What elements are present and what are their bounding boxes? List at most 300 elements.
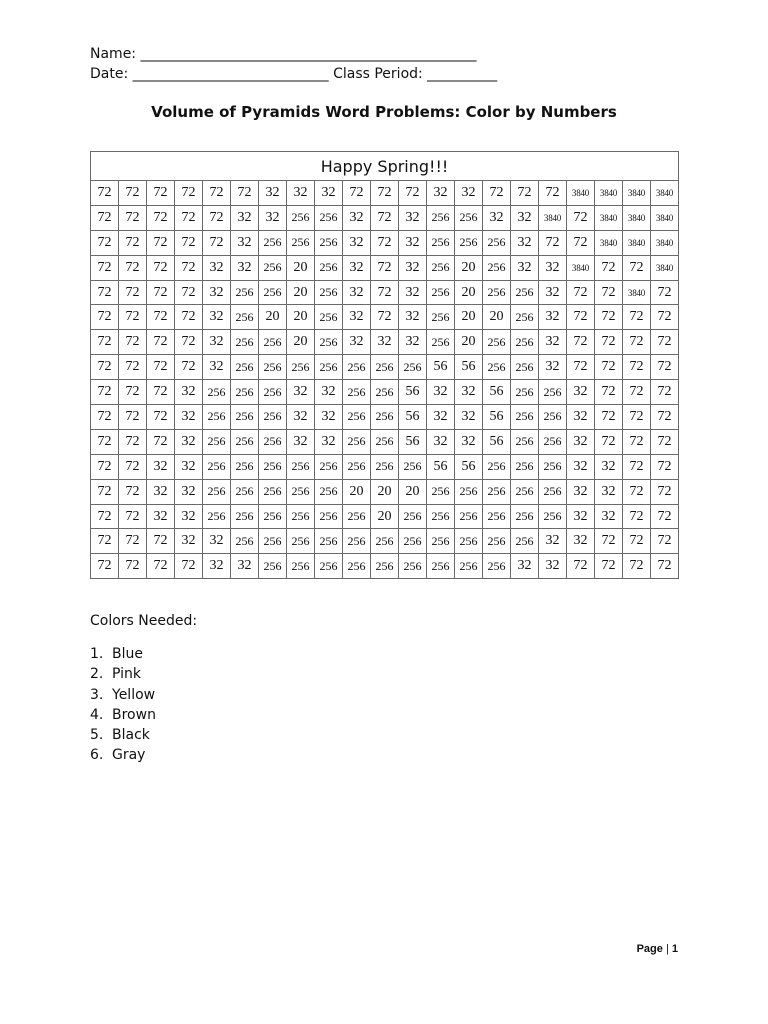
grid-cell: 72 [119,255,147,280]
grid-row [91,330,679,355]
grid-cell: 32 [343,205,371,230]
grid-cell: 72 [91,454,119,479]
grid-cell: 256 [455,529,483,554]
grid-cell: 32 [539,529,567,554]
grid-cell: 32 [315,405,343,430]
grid-cell: 32 [343,330,371,355]
grid-cell: 72 [623,305,651,330]
grid-cell: 3840 [623,205,651,230]
grid-cell: 256 [371,380,399,405]
grid-cell: 256 [427,230,455,255]
grid-cell: 256 [203,405,231,430]
grid-cell: 32 [567,529,595,554]
grid-cell: 256 [399,355,427,380]
grid-cell: 72 [623,479,651,504]
grid-cell: 256 [231,454,259,479]
page-label: Page [636,943,663,955]
grid-cell: 256 [427,529,455,554]
grid-cell: 256 [483,330,511,355]
grid-cell: 256 [203,429,231,454]
grid-cell: 256 [399,529,427,554]
grid-cell: 256 [427,479,455,504]
grid-cell: 256 [231,429,259,454]
grid-cell: 32 [427,405,455,430]
grid-cell: 32 [455,380,483,405]
grid-cell: 256 [539,429,567,454]
grid-cell: 256 [259,380,287,405]
grid-cell: 256 [511,405,539,430]
grid-cell: 56 [399,405,427,430]
grid-cell: 32 [231,255,259,280]
grid-cell: 32 [399,205,427,230]
grid-cell: 256 [231,380,259,405]
grid-cell: 3840 [567,181,595,206]
grid-cell: 72 [651,280,679,305]
grid-cell: 72 [567,280,595,305]
grid-cell: 256 [539,479,567,504]
grid-cell: 72 [623,429,651,454]
grid-cell: 32 [455,429,483,454]
grid-cell: 256 [427,305,455,330]
grid-cell: 72 [623,330,651,355]
grid-cell: 72 [147,205,175,230]
grid-cell: 72 [147,380,175,405]
color-list-item [90,725,156,745]
grid-cell: 256 [315,479,343,504]
grid-cell: 32 [147,454,175,479]
grid-cell: 72 [595,405,623,430]
grid-cell: 32 [259,205,287,230]
grid-cell: 256 [287,479,315,504]
grid-cell: 32 [203,330,231,355]
grid-cell: 256 [483,554,511,579]
grid-cell: 256 [511,529,539,554]
color-by-number-grid [90,151,679,579]
grid-cell: 32 [539,280,567,305]
grid-cell: 32 [315,429,343,454]
grid-cell: 56 [455,355,483,380]
grid-cell: 32 [399,305,427,330]
grid-cell: 72 [595,529,623,554]
grid-cell: 20 [259,305,287,330]
grid-row [91,230,679,255]
grid-cell: 32 [427,429,455,454]
grid-cell: 32 [455,405,483,430]
grid-cell: 32 [343,230,371,255]
grid-cell: 256 [371,405,399,430]
grid-cell: 72 [203,205,231,230]
grid-cell: 72 [399,181,427,206]
page-footer [637,943,678,955]
grid-cell: 32 [203,255,231,280]
grid-cell: 72 [623,380,651,405]
grid-body [91,181,679,579]
grid-cell: 32 [231,205,259,230]
grid-cell: 256 [203,380,231,405]
grid-cell: 32 [511,230,539,255]
grid-cell: 32 [595,504,623,529]
grid-cell: 72 [119,305,147,330]
grid-cell: 256 [259,529,287,554]
grid-cell: 72 [147,355,175,380]
grid-cell: 32 [147,479,175,504]
grid-cell: 256 [455,504,483,529]
grid-cell: 72 [147,255,175,280]
grid-cell: 256 [455,479,483,504]
grid-cell: 72 [175,255,203,280]
grid-cell: 256 [315,205,343,230]
grid-cell: 20 [399,479,427,504]
grid-cell: 72 [175,230,203,255]
grid-cell: 256 [343,504,371,529]
grid-cell: 72 [91,205,119,230]
color-item-label: Pink [112,666,142,683]
grid-cell: 3840 [595,181,623,206]
grid-cell: 20 [371,504,399,529]
grid-cell: 32 [231,554,259,579]
grid-cell: 256 [399,554,427,579]
grid-cell: 32 [175,504,203,529]
grid-cell: 256 [511,380,539,405]
grid-cell: 256 [427,504,455,529]
color-item-number: 1. [90,646,104,662]
grid-cell: 3840 [595,205,623,230]
grid-cell: 256 [427,330,455,355]
grid-cell: 256 [231,330,259,355]
grid-cell: 256 [259,255,287,280]
grid-cell: 256 [483,230,511,255]
grid-cell: 3840 [651,230,679,255]
grid-cell: 72 [119,280,147,305]
color-list-item [90,685,156,705]
color-list-item [90,705,156,725]
grid-cell: 72 [651,429,679,454]
grid-cell: 32 [175,454,203,479]
grid-cell: 72 [119,554,147,579]
grid-cell: 20 [455,330,483,355]
grid-cell: 256 [203,504,231,529]
grid-cell: 32 [539,355,567,380]
grid-cell: 72 [203,181,231,206]
grid-cell: 72 [539,230,567,255]
grid-cell: 256 [231,504,259,529]
grid-cell: 256 [259,280,287,305]
grid-cell: 32 [287,405,315,430]
grid-cell: 20 [483,305,511,330]
grid-cell: 72 [119,355,147,380]
grid-cell: 32 [287,429,315,454]
grid-cell: 72 [119,380,147,405]
grid-cell: 256 [287,454,315,479]
grid-cell: 256 [455,205,483,230]
grid-cell: 20 [455,255,483,280]
grid-cell: 20 [287,280,315,305]
grid-cell: 72 [175,330,203,355]
grid-cell: 256 [343,380,371,405]
grid-cell: 72 [119,529,147,554]
grid-cell: 32 [567,405,595,430]
grid-cell: 32 [567,479,595,504]
grid-cell: 72 [119,454,147,479]
grid-cell: 32 [203,554,231,579]
grid-cell: 256 [455,554,483,579]
grid-caption: Happy Spring!!! [91,152,679,181]
grid-cell: 256 [511,330,539,355]
grid-cell: 72 [371,280,399,305]
grid-cell: 256 [259,429,287,454]
grid-cell: 72 [539,181,567,206]
grid-cell: 32 [539,554,567,579]
grid-cell: 20 [455,280,483,305]
grid-cell: 3840 [595,230,623,255]
grid-cell: 256 [315,305,343,330]
grid-cell: 72 [147,181,175,206]
grid-row [91,504,679,529]
grid-cell: 72 [91,330,119,355]
grid-cell: 256 [511,305,539,330]
grid-cell: 72 [371,181,399,206]
grid-cell: 72 [119,230,147,255]
grid-cell: 256 [511,504,539,529]
color-list-item [90,664,156,684]
grid-cell: 3840 [651,205,679,230]
grid-cell: 32 [567,504,595,529]
grid-cell: 56 [399,380,427,405]
grid-cell: 72 [623,454,651,479]
grid-cell: 32 [567,454,595,479]
grid-cell: 72 [119,405,147,430]
color-item-label: Black [112,727,150,744]
grid-cell: 72 [595,355,623,380]
grid-cell: 72 [91,355,119,380]
grid-cell: 72 [567,230,595,255]
grid-cell: 56 [427,355,455,380]
grid-cell: 256 [231,305,259,330]
grid-cell: 32 [483,205,511,230]
grid-cell: 72 [91,429,119,454]
grid-cell: 256 [343,355,371,380]
grid-cell: 256 [315,554,343,579]
grid-cell: 72 [371,230,399,255]
grid-cell: 256 [259,405,287,430]
grid-cell: 256 [371,529,399,554]
grid-cell: 32 [175,429,203,454]
grid-cell: 32 [539,255,567,280]
grid-row [91,554,679,579]
grid-cell: 256 [483,255,511,280]
grid-cell: 32 [175,479,203,504]
grid-cell: 256 [399,454,427,479]
grid-cell: 56 [483,429,511,454]
grid-cell: 32 [203,355,231,380]
grid-cell: 256 [539,454,567,479]
grid-cell: 72 [623,255,651,280]
colors-list [90,644,156,766]
grid-cell: 72 [623,554,651,579]
grid-cell: 256 [539,405,567,430]
grid-cell: 32 [399,255,427,280]
grid-cell: 72 [119,330,147,355]
grid-cell: 256 [231,280,259,305]
grid-cell: 72 [595,255,623,280]
grid-cell: 72 [175,181,203,206]
color-item-number: 3. [90,686,104,703]
grid-cell: 20 [287,255,315,280]
grid-cell: 256 [315,280,343,305]
grid-cell: 72 [147,429,175,454]
grid-cell: 72 [91,479,119,504]
grid-cell: 256 [371,429,399,454]
grid-cell: 72 [623,504,651,529]
grid-cell: 256 [511,454,539,479]
grid-cell: 256 [315,330,343,355]
grid-cell: 72 [651,479,679,504]
grid-cell: 72 [651,529,679,554]
grid-cell: 256 [259,355,287,380]
grid-cell: 3840 [623,230,651,255]
name-field-line: Name: ________________________________________________ [90,46,477,62]
grid-row [91,454,679,479]
grid-cell: 72 [91,280,119,305]
grid-cell: 32 [259,181,287,206]
grid-cell: 72 [623,405,651,430]
grid-row [91,429,679,454]
grid-cell: 32 [371,330,399,355]
grid-cell: 256 [483,454,511,479]
grid-cell: 256 [315,355,343,380]
grid-cell: 32 [511,205,539,230]
grid-cell: 256 [231,405,259,430]
grid-cell: 256 [287,355,315,380]
grid-cell: 72 [651,355,679,380]
grid-cell: 72 [651,405,679,430]
color-item-number: 2. [90,666,104,683]
grid-cell: 256 [427,554,455,579]
grid-cell: 256 [343,554,371,579]
grid-cell: 256 [371,355,399,380]
grid-cell: 256 [539,504,567,529]
grid-cell: 72 [371,205,399,230]
grid-cell: 256 [203,479,231,504]
color-item-label: Brown [112,706,156,723]
grid-cell: 256 [455,230,483,255]
grid-cell: 32 [595,479,623,504]
grid-cell: 72 [175,305,203,330]
grid-cell: 256 [315,529,343,554]
grid-cell: 20 [287,330,315,355]
grid-cell: 256 [483,479,511,504]
grid-cell: 72 [91,230,119,255]
grid-cell: 256 [511,280,539,305]
grid-cell: 56 [427,454,455,479]
grid-cell: 256 [287,554,315,579]
grid-cell: 256 [427,255,455,280]
color-item-number: 6. [90,747,104,764]
grid-cell: 32 [343,305,371,330]
grid-cell: 72 [595,330,623,355]
grid-cell: 72 [175,554,203,579]
grid-cell: 72 [147,230,175,255]
grid-cell: 256 [399,504,427,529]
grid-cell: 256 [259,330,287,355]
color-item-label: Yellow [112,686,156,703]
grid-cell: 72 [623,529,651,554]
grid-cell: 72 [595,380,623,405]
grid-row [91,405,679,430]
grid-cell: 32 [343,280,371,305]
grid-cell: 72 [623,355,651,380]
grid-cell: 72 [567,330,595,355]
grid-cell: 32 [287,181,315,206]
grid-cell: 3840 [623,280,651,305]
grid-cell: 20 [287,305,315,330]
grid-cell: 72 [91,504,119,529]
grid-cell: 32 [399,230,427,255]
grid-cell: 256 [287,529,315,554]
grid-row [91,380,679,405]
grid-cell: 256 [315,504,343,529]
grid-cell: 32 [539,305,567,330]
grid-cell: 20 [455,305,483,330]
grid-cell: 256 [315,255,343,280]
grid-cell: 72 [567,355,595,380]
grid-cell: 72 [203,230,231,255]
grid-cell: 256 [259,479,287,504]
grid-cell: 72 [91,305,119,330]
grid-cell: 3840 [651,181,679,206]
grid-cell: 72 [595,429,623,454]
grid-cell: 72 [119,429,147,454]
grid-cell: 72 [147,280,175,305]
grid-cell: 72 [91,255,119,280]
grid-cell: 32 [539,330,567,355]
color-item-label: Blue [112,646,143,662]
grid-cell: 72 [175,355,203,380]
grid-cell: 32 [231,230,259,255]
grid-cell: 72 [483,181,511,206]
grid-cell: 72 [343,181,371,206]
grid-cell: 56 [399,429,427,454]
grid-cell: 72 [511,181,539,206]
grid-cell: 72 [651,504,679,529]
grid-row [91,305,679,330]
grid-cell: 256 [427,205,455,230]
grid-cell: 256 [259,454,287,479]
grid-cell: 72 [651,330,679,355]
date-class-period-line: Date: ____________________________ Class Period: __________ [90,66,498,82]
grid-cell: 256 [287,205,315,230]
grid-cell: 72 [91,181,119,206]
grid-cell: 72 [91,554,119,579]
grid-cell: 72 [595,554,623,579]
grid-cell: 72 [91,380,119,405]
grid-cell: 56 [483,380,511,405]
grid-cell: 32 [203,305,231,330]
grid-cell: 72 [595,280,623,305]
colors-needed-heading: Colors Needed: [90,613,198,629]
grid-cell: 72 [147,529,175,554]
grid-row [91,529,679,554]
grid-row [91,181,679,206]
grid-cell: 256 [483,280,511,305]
grid-cell: 32 [175,380,203,405]
grid-row [91,479,679,504]
grid-cell: 256 [231,479,259,504]
grid-cell: 256 [343,429,371,454]
page-number: 1 [671,943,678,955]
grid-cell: 72 [175,205,203,230]
grid-cell: 32 [399,280,427,305]
